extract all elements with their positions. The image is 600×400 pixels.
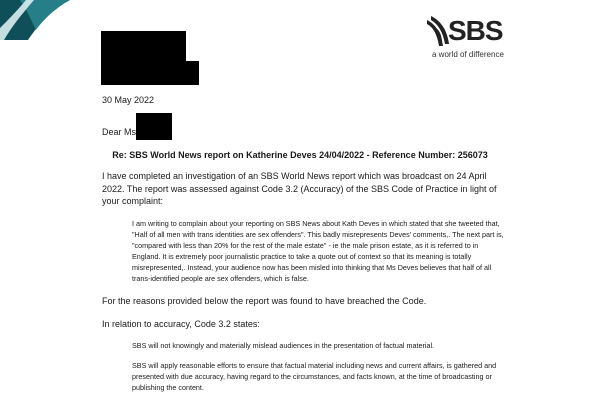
intro-paragraph: I have completed an investigation of an SBS World News report which was broadcast on 24 April 2022. The report was assessed against Code 3.2 (Accuracy) of the SBS Code of Practice in light of your complaint: bbox=[102, 171, 497, 206]
corner-decoration bbox=[0, 0, 70, 40]
sbs-logo-text: SBS bbox=[448, 15, 503, 46]
letter-subject: Re: SBS World News report on Katherine Deves 24/04/2022 - Reference Number: 256073 bbox=[112, 150, 488, 160]
redacted-recipient-name bbox=[101, 31, 186, 61]
redacted-recipient-address bbox=[101, 61, 199, 85]
code-intro-paragraph: In relation to accuracy, Code 3.2 states: bbox=[102, 319, 260, 329]
letter-date: 30 May 2022 bbox=[102, 95, 155, 105]
redacted-salutation-name bbox=[136, 113, 172, 140]
code-quote-line2: SBS will apply reasonable efforts to ensure that factual material including news and current affairs, is gathered and presented with due accuracy, having regard to the circumstances, and facts known, at the time of broadcasting or publishing the content. bbox=[132, 361, 497, 392]
salutation: Dear Ms bbox=[102, 127, 137, 137]
complaint-quote: I am writing to complain about your reporting on SBS News about Kath Deves in which stated that she tweeted that, "Half of all men with trans identities are sex offenders". This badly misrepresents Deves' comments,. The next part is, "compared with less than 20% for the rest of the male estate" - ie the male prison estate, as it is referred to in England. It is extremely poor journalistic practice to take a quote out of context so that its meaning is totally misrepresented,. Instead, your audience now has been misled into thinking that Ms Deves believes that half of all trans-identified people are sex offenders, which is false. bbox=[132, 219, 504, 283]
finding-paragraph: For the reasons provided below the report was found to have breached the Code. bbox=[102, 296, 427, 306]
logo-tagline: a world of difference bbox=[432, 50, 504, 59]
code-quote-line1: SBS will not knowingly and materially mislead audiences in the presentation of factual material. bbox=[132, 341, 435, 350]
